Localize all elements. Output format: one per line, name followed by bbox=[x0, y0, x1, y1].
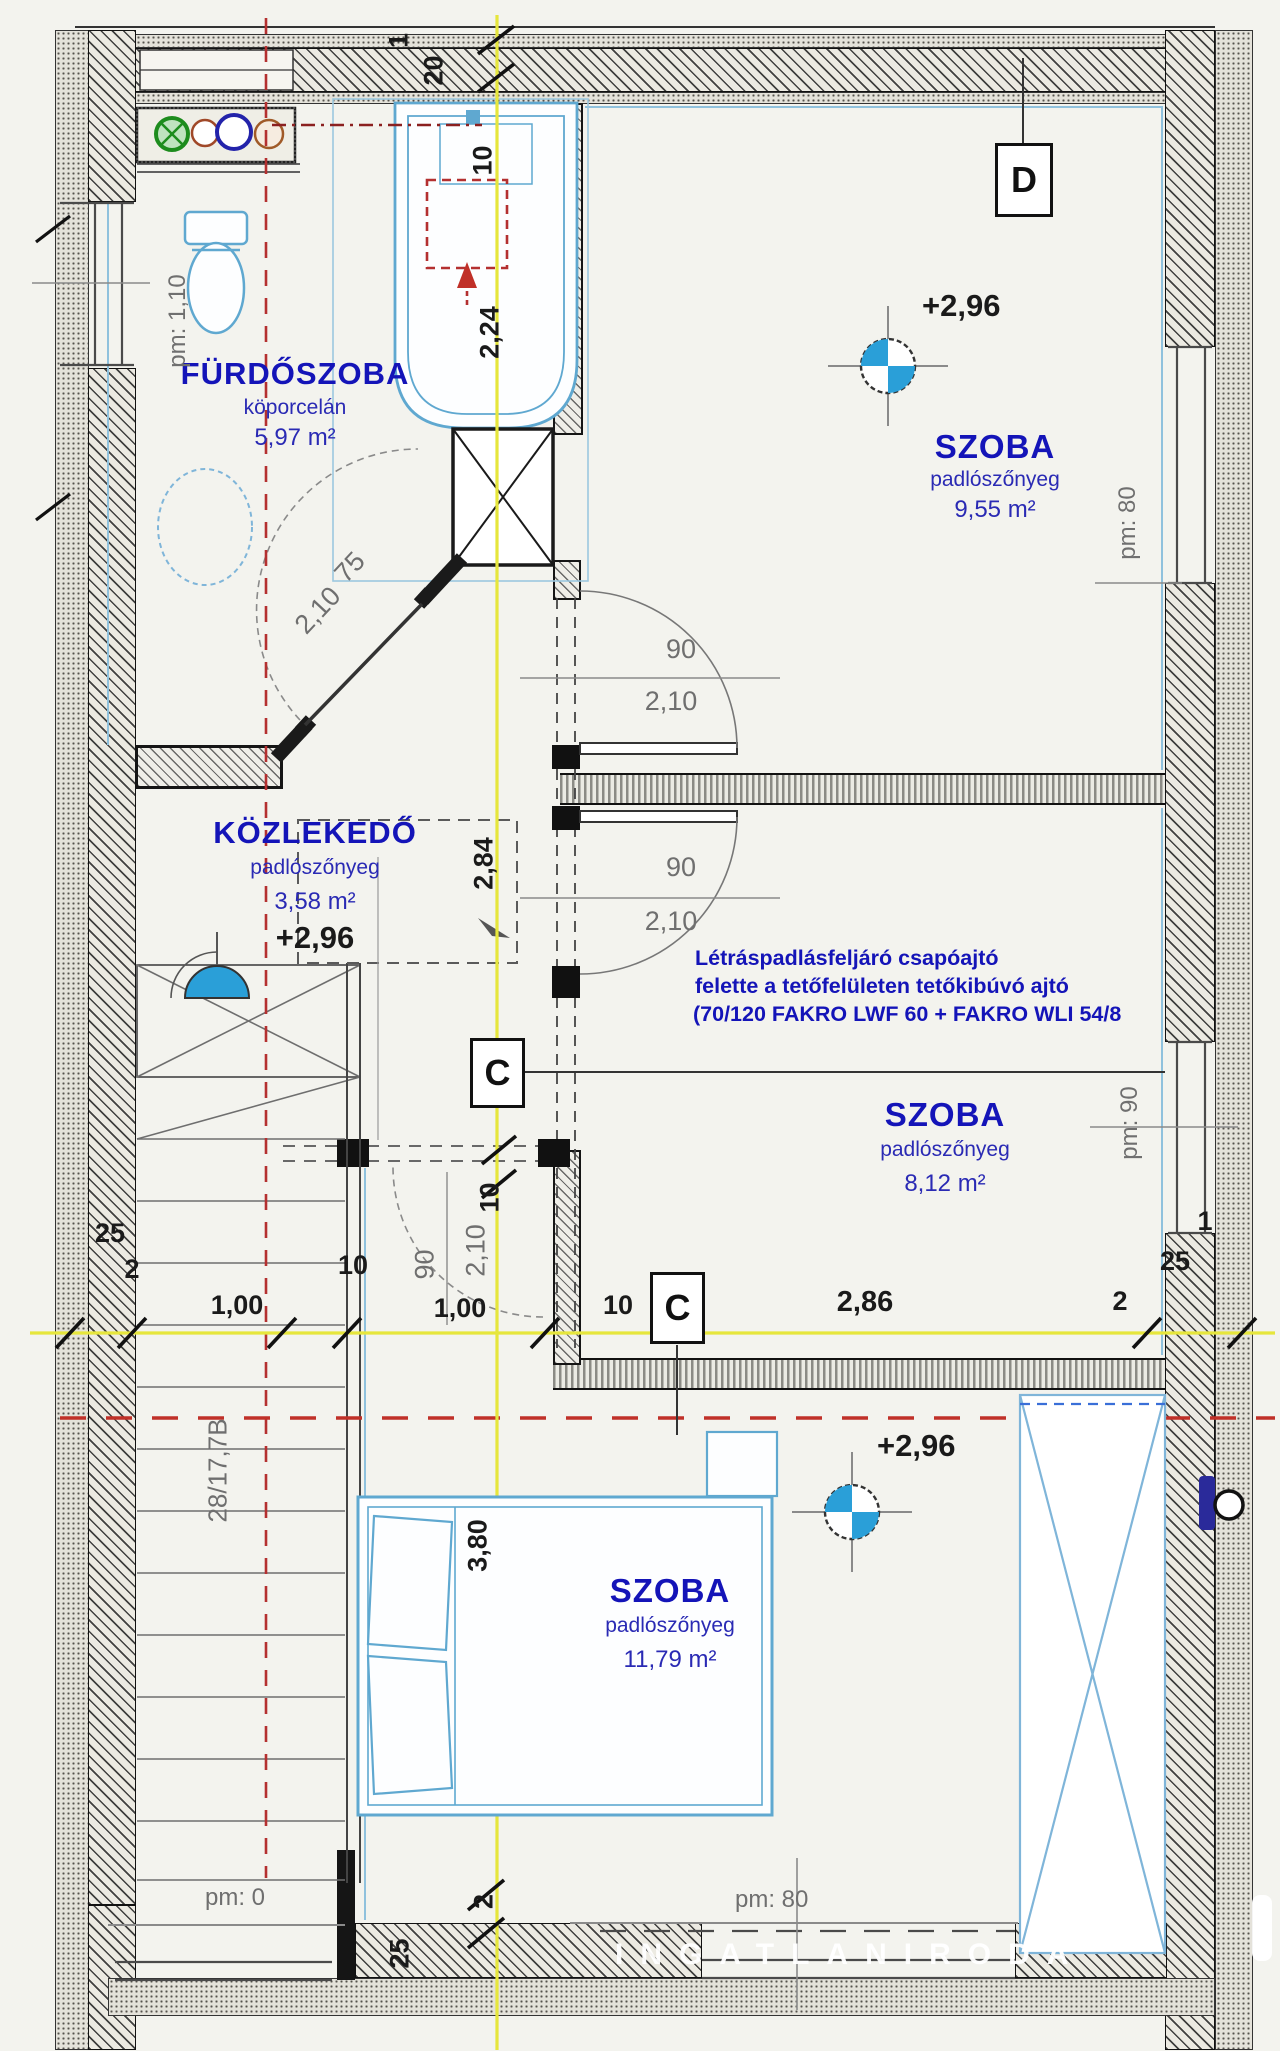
dim-door-bath-height: 2,10 bbox=[288, 580, 347, 640]
dim-pm0: pm: 0 bbox=[205, 1884, 266, 1911]
roombottom-area: 11,79 m² bbox=[623, 1646, 717, 1673]
attic-hatch-arrow bbox=[478, 918, 510, 938]
washbasin-counter bbox=[137, 108, 300, 172]
wall-vent-icon bbox=[1199, 1476, 1243, 1530]
door-roomtop bbox=[520, 591, 780, 754]
roomtop-area: 9,55 m² bbox=[954, 496, 1036, 523]
dim-row-100-b: 1,00 bbox=[433, 1293, 487, 1323]
window-right-roommid bbox=[1168, 1042, 1212, 1233]
section-mark-d-label: D bbox=[1011, 159, 1037, 200]
stair-note: 28/17,7B bbox=[202, 1418, 233, 1523]
dim-door-bath-width: 75 bbox=[328, 545, 371, 589]
roomtop-name: SZOBA bbox=[934, 428, 1056, 465]
dim-door-mid-width: 90 bbox=[665, 852, 697, 882]
window-right-roomtop bbox=[1168, 347, 1212, 583]
window-left-bath bbox=[60, 203, 134, 365]
dim-top-20: 20 bbox=[418, 55, 449, 86]
stairs bbox=[137, 963, 360, 1883]
dim-row-1-right: 1 bbox=[1197, 1206, 1213, 1236]
dim-row-100-a: 1,00 bbox=[210, 1290, 264, 1320]
dim-pm80-top: pm: 80 bbox=[1114, 486, 1141, 560]
left-wall-ticks bbox=[36, 216, 70, 520]
dim-bottom-25: 25 bbox=[384, 1938, 415, 1969]
roommid-area: 8,12 m² bbox=[904, 1170, 986, 1197]
basin-large-icon bbox=[217, 115, 251, 149]
pillow-icon bbox=[368, 1516, 452, 1650]
roombottom-level: +2,96 bbox=[877, 1428, 956, 1463]
dim-row-2-left: 2 bbox=[124, 1254, 140, 1284]
section-mark-c-top bbox=[470, 1038, 525, 1108]
section-mark-c-bottom bbox=[650, 1272, 705, 1344]
dim-door-bottom-width: 90 bbox=[409, 1249, 440, 1280]
attic-note-line2: felette a tetőfelületen tetőkibúvó ajtó bbox=[695, 974, 1069, 998]
lamp-roombottom-icon bbox=[792, 1452, 912, 1572]
attic-note-line3: (70/120 FAKRO LWF 60 + FAKRO WLI 54/8 bbox=[693, 1002, 1122, 1026]
section-mark-c-bottom-label: C bbox=[664, 1287, 691, 1328]
section-mark-c-top-label: C bbox=[484, 1052, 511, 1093]
roomtop-finish: padlószőnyeg bbox=[930, 468, 1060, 491]
diagonal-wall bbox=[257, 449, 462, 758]
dim-door-mid-height: 2,10 bbox=[644, 906, 698, 936]
dim-row-2-right: 2 bbox=[1112, 1286, 1128, 1316]
door-mid-jamb-b bbox=[552, 966, 580, 998]
door-bottom-jamb-b bbox=[538, 1139, 570, 1167]
oval-mat bbox=[158, 469, 252, 585]
hall-area: 3,58 m² bbox=[274, 888, 356, 915]
watermark-logo-bar bbox=[1252, 1895, 1272, 1961]
basin-small-icon bbox=[192, 120, 218, 146]
dim-row-25-right: 25 bbox=[1159, 1246, 1191, 1276]
bath-corner-marker bbox=[466, 110, 480, 124]
window-bottom-left bbox=[115, 1962, 332, 1980]
dim-door-bottom-height: 2,10 bbox=[460, 1224, 491, 1277]
dim-pm110: pm: 1,10 bbox=[164, 274, 191, 368]
bathroom-name: FÜRDŐSZOBA bbox=[180, 356, 410, 391]
dim-door-top-width: 90 bbox=[665, 634, 697, 664]
dim-row-10-a: 10 bbox=[337, 1250, 369, 1280]
door-mid-jamb-a bbox=[552, 806, 580, 830]
roombottom-finish: padlószőnyeg bbox=[605, 1614, 735, 1637]
pillow-icon bbox=[368, 1656, 452, 1794]
toilet-icon bbox=[185, 212, 247, 333]
roommid-finish: padlószőnyeg bbox=[880, 1138, 1010, 1161]
hall-name: KÖZLEKEDŐ bbox=[213, 815, 417, 850]
bathroom-finish: köporcelán bbox=[243, 396, 347, 419]
nightstand-icon bbox=[707, 1432, 777, 1496]
hall-finish: padlószőnyeg bbox=[250, 856, 380, 879]
dim-row-10-b: 10 bbox=[602, 1290, 634, 1320]
attic-note-line1: Létráspadlásfeljáró csapóajtó bbox=[695, 946, 999, 970]
roomtop-level: +2,96 bbox=[922, 288, 1001, 323]
hall-level: +2,96 bbox=[275, 920, 355, 955]
watermark: INGATLANIRODA bbox=[615, 1938, 1086, 1971]
dim-door-bottom-10: 10 bbox=[474, 1182, 505, 1213]
roombottom-name: SZOBA bbox=[609, 1572, 731, 1609]
door-bottom-jamb-a bbox=[337, 1139, 369, 1167]
section-mark-d bbox=[995, 143, 1053, 217]
dim-top-1: 1 bbox=[383, 32, 414, 49]
dim-bottom-2: 2 bbox=[468, 1893, 499, 1910]
dim-row-25-left: 25 bbox=[94, 1218, 126, 1248]
dim-380: 3,80 bbox=[462, 1519, 493, 1572]
wall-hall-roombottom bbox=[283, 1146, 553, 1161]
door-top-jamb bbox=[552, 745, 580, 769]
dim-224: 2,24 bbox=[474, 306, 505, 359]
wardrobe-icon bbox=[1020, 1395, 1165, 1953]
dim-door-top-height: 2,10 bbox=[644, 686, 698, 716]
dim-top-10: 10 bbox=[467, 145, 498, 176]
dim-pm80-bottom: pm: 80 bbox=[735, 1886, 809, 1913]
dim-pm90: pm: 90 bbox=[1116, 1086, 1143, 1160]
dim-row-286: 2,86 bbox=[836, 1286, 894, 1318]
roommid-name: SZOBA bbox=[884, 1096, 1006, 1133]
dim-284: 2,84 bbox=[468, 837, 499, 890]
shower-square bbox=[453, 429, 553, 565]
bathroom-area: 5,97 m² bbox=[254, 424, 336, 451]
lamp-roomtop-icon bbox=[828, 306, 948, 426]
